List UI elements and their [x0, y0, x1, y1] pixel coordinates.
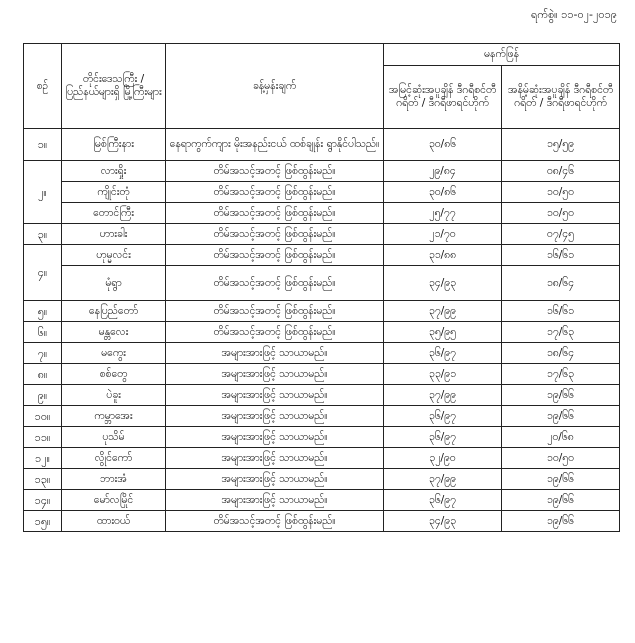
- row-max-temp: ၃၃/၉၁: [384, 364, 502, 385]
- row-min-temp: ၁၇/၆၃: [502, 364, 620, 385]
- row-serial: ၄။: [24, 245, 62, 301]
- table-row: [24, 203, 620, 224]
- row-max-temp: ၃၀/၈၆: [384, 182, 502, 203]
- row-forecast: အများအားဖြင့် သာယာမည်။: [166, 406, 384, 427]
- row-min-temp: ၁၉/၆၆: [502, 511, 620, 532]
- table-row: [24, 322, 620, 343]
- row-max-temp: ၂၅/၇၇: [384, 203, 502, 224]
- row-forecast: တိမ်အသင့်အတင့် ဖြစ်ထွန်းမည်။: [166, 511, 384, 532]
- table-row: [24, 385, 620, 406]
- row-max-temp: ၂၁/၇၀: [384, 224, 502, 245]
- row-max-temp: ၃၇/၉၉: [384, 301, 502, 322]
- row-min-temp: ၁၇/၆၃: [502, 322, 620, 343]
- row-city: ထားဝယ်: [62, 511, 166, 532]
- row-forecast: အများအားဖြင့် သာယာမည်။: [166, 469, 384, 490]
- row-forecast: တိမ်အသင့်အတင့် ဖြစ်ထွန်းမည်။: [166, 322, 384, 343]
- table-row: [24, 301, 620, 322]
- row-min-temp: ၁၆/၆၁: [502, 245, 620, 266]
- row-city: ဘားအံ: [62, 469, 166, 490]
- row-serial: ၈။: [24, 364, 62, 385]
- header-forecast: ခန့်မှန်းချက်: [166, 44, 384, 129]
- row-city: ကျိုင်းတုံ: [62, 182, 166, 203]
- row-min-temp: ၁၀/၅၀: [502, 182, 620, 203]
- table-row: [24, 469, 620, 490]
- table-row: [24, 224, 620, 245]
- row-forecast: အများအားဖြင့် သာယာမည်။: [166, 427, 384, 448]
- row-forecast: အများအားဖြင့် သာယာမည်။: [166, 364, 384, 385]
- row-min-temp: ၁၀/၅၀: [502, 203, 620, 224]
- row-forecast: တိမ်အသင့်အတင့် ဖြစ်ထွန်းမည်။: [166, 266, 384, 301]
- row-forecast: အများအားဖြင့် သာယာမည်။: [166, 490, 384, 511]
- table-row: [24, 182, 620, 203]
- row-min-temp: ၁၉/၆၆: [502, 385, 620, 406]
- row-city: စစ်တွေ: [62, 364, 166, 385]
- row-forecast: တိမ်အသင့်အတင့် ဖြစ်ထွန်းမည်။: [166, 224, 384, 245]
- row-city: ပုသိမ်: [62, 427, 166, 448]
- table-row: [24, 364, 620, 385]
- table-row: [24, 266, 620, 301]
- row-city: မုံရွာ: [62, 266, 166, 301]
- row-max-temp: ၃၄/၉၃: [384, 266, 502, 301]
- row-min-temp: ၁၉/၆၆: [502, 490, 620, 511]
- row-city: ကမ္ဘာအေး: [62, 406, 166, 427]
- row-city: ဟားခါး: [62, 224, 166, 245]
- row-min-temp: ၁၈/၆၄: [502, 266, 620, 301]
- row-serial: ၂။: [24, 161, 62, 224]
- row-max-temp: ၃၇/၉၉: [384, 469, 502, 490]
- row-serial: ၁၀။: [24, 406, 62, 427]
- table-row: [24, 490, 620, 511]
- row-city: မန္တလေး: [62, 322, 166, 343]
- row-forecast: တိမ်အသင့်အတင့် ဖြစ်ထွန်းမည်။: [166, 301, 384, 322]
- row-max-temp: ၂၉/၈၄: [384, 161, 502, 182]
- header-max-temp: အမြင့်ဆုံးအပူချိန် ဒီဂရီစင်တီဂရိတ် / ဒီဂရီဖာရင်ဟိုက်: [384, 66, 502, 129]
- row-max-temp: ၃၆/၉၇: [384, 343, 502, 364]
- header-region-city: တိုင်းဒေသကြီး / ပြည်နယ်များရှိ မြို့ကြီးများ: [62, 44, 166, 129]
- row-forecast: တိမ်အသင့်အတင့် ဖြစ်ထွန်းမည်။: [166, 182, 384, 203]
- row-serial: ၁။: [24, 129, 62, 161]
- table-row: [24, 161, 620, 182]
- row-city: မကွေး: [62, 343, 166, 364]
- row-forecast: အများအားဖြင့် သာယာမည်။: [166, 385, 384, 406]
- table-row: [24, 448, 620, 469]
- weather-forecast-table: [23, 43, 620, 532]
- row-max-temp: ၃၄/၉၃: [384, 511, 502, 532]
- row-max-temp: ၃၆/၉၇: [384, 406, 502, 427]
- row-max-temp: ၃၇/၉၉: [384, 385, 502, 406]
- row-serial: ၁၂။: [24, 448, 62, 469]
- row-min-temp: ၁၆/၆၁: [502, 301, 620, 322]
- table-row: [24, 406, 620, 427]
- row-min-temp: ၁၀/၅၀: [502, 448, 620, 469]
- row-forecast: တိမ်အသင့်အတင့် ဖြစ်ထွန်းမည်။: [166, 161, 384, 182]
- header-tomorrow: မနက်ဖြန်: [384, 44, 620, 66]
- row-city: မော်လမြိုင်: [62, 490, 166, 511]
- row-min-temp: ၀၇/၄၅: [502, 224, 620, 245]
- table-row: [24, 511, 620, 532]
- row-max-temp: ၃၆/၉၇: [384, 490, 502, 511]
- row-city: ဟုမ္မလင်း: [62, 245, 166, 266]
- table-row: [24, 427, 620, 448]
- row-min-temp: ၁၉/၆၆: [502, 406, 620, 427]
- row-min-temp: ၁၈/၆၄: [502, 343, 620, 364]
- row-min-temp: ၂၀/၆၈: [502, 427, 620, 448]
- row-forecast: အများအားဖြင့် သာယာမည်။: [166, 448, 384, 469]
- row-serial: ၆။: [24, 322, 62, 343]
- row-forecast: တိမ်အသင့်အတင့် ဖြစ်ထွန်းမည်။: [166, 203, 384, 224]
- row-serial: ၉။: [24, 385, 62, 406]
- row-serial: ၁၃။: [24, 469, 62, 490]
- row-forecast: နေရာကွက်ကျား မိုးအနည်းငယ် ထစ်ချုန်း ရွာနိုင်ပါသည်။: [166, 129, 384, 161]
- row-city: လားရှိုး: [62, 161, 166, 182]
- table-row: [24, 245, 620, 266]
- row-min-temp: ၀၈/၄၆: [502, 161, 620, 182]
- table-row: [24, 343, 620, 364]
- row-max-temp: ၃၆/၉၇: [384, 427, 502, 448]
- row-city: နေပြည်တော်: [62, 301, 166, 322]
- row-serial: ၇။: [24, 343, 62, 364]
- row-max-temp: ၃၀/၈၆: [384, 129, 502, 161]
- row-city: တောင်ကြီး: [62, 203, 166, 224]
- row-max-temp: ၃၅/၉၅: [384, 322, 502, 343]
- row-min-temp: ၁၅/၅၉: [502, 129, 620, 161]
- row-min-temp: ၁၉/၆၆: [502, 469, 620, 490]
- row-serial: ၃။: [24, 224, 62, 245]
- row-city: လွိုင်ကော်: [62, 448, 166, 469]
- row-max-temp: ၃၂/၉၀: [384, 448, 502, 469]
- row-serial: ၅။: [24, 301, 62, 322]
- header-serial-no: စဉ်: [24, 44, 62, 129]
- document-date: ရက်စွဲ။ ၁၁-၀၂-၂၀၁၉: [531, 8, 617, 21]
- row-forecast: တိမ်အသင့်အတင့် ဖြစ်ထွန်းမည်။: [166, 245, 384, 266]
- row-city: ပဲခူး: [62, 385, 166, 406]
- row-serial: ၁၄။: [24, 490, 62, 511]
- header-min-temp: အနိမ့်ဆုံးအပူချိန် ဒီဂရီစင်တီဂရိတ် / ဒီဂရီဖာရင်ဟိုက်: [502, 66, 620, 129]
- row-serial: ၁၅။: [24, 511, 62, 532]
- row-city: မြစ်ကြီးနား: [62, 129, 166, 161]
- row-max-temp: ၃၁/၈၈: [384, 245, 502, 266]
- row-forecast: အများအားဖြင့် သာယာမည်။: [166, 343, 384, 364]
- table-row: [24, 129, 620, 161]
- row-serial: ၁၁။: [24, 427, 62, 448]
